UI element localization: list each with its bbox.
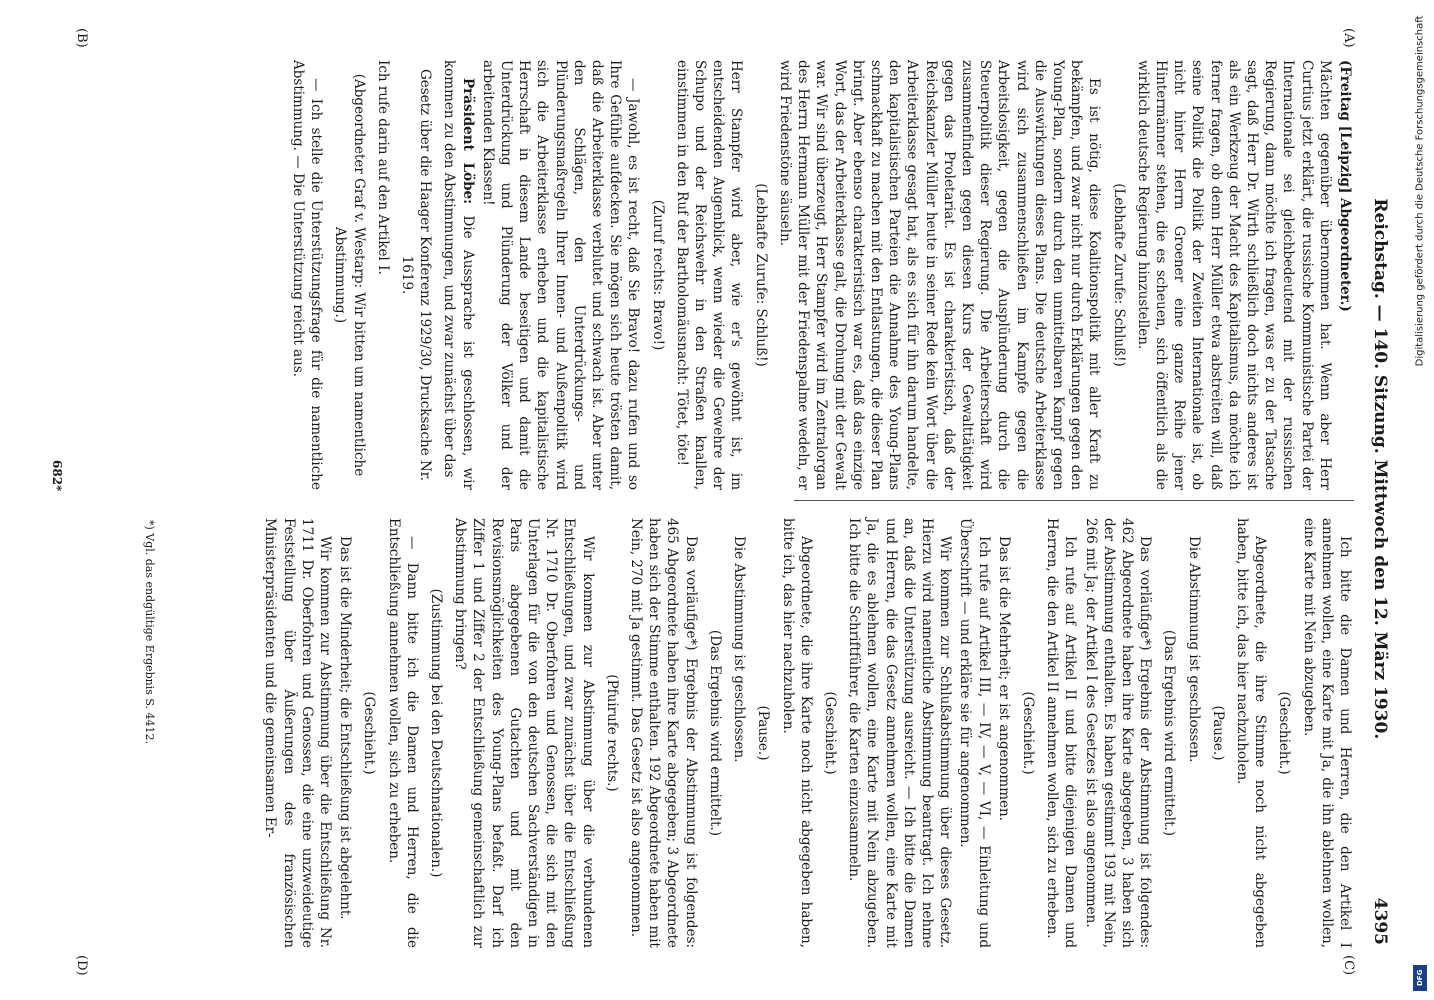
paragraph: Ich rufe auf Artikel III, — IV, — V, — VI, — Einleitung und Überschrift — und erkläre sie für angenommen.: [957, 518, 992, 948]
paragraph: (Freitag [Leipzig] Abgeordneter.): [1337, 60, 1353, 312]
paragraph: Die Abstimmung ist geschlossen.: [1185, 536, 1202, 763]
column-divider: [794, 500, 1354, 501]
paragraph: — Ich stelle die Unterstützungsfrage für die namentliche Abstimmung. — Die Unterstützung reicht aus.: [290, 60, 325, 490]
paragraph: (Geschieht.): [821, 691, 838, 775]
page-footer-number: 682*: [50, 460, 64, 492]
margin-letter-c: (C): [1341, 955, 1356, 976]
paragraph: Wir kommen zur Abstimmung über die Entschließung Nr. 1711 Dr. Oberfohren und Genossen, die eine unzweideutige Feststellung über Äußerungen des französischen Ministerpräsidenten und die gemeinsamen Er-: [262, 518, 334, 948]
paragraph: (Das Ergebnis wird ermittelt.): [1161, 629, 1178, 837]
paragraph: (Lebhafte Zurufe: Schluß!): [752, 183, 769, 367]
paragraph: Wir kommen zur Abstimmung über die verbundenen Entschließungen, und zwar zunächst über die Entschließung Nr. 1710 Dr. Oberfohren und Genossen, die sich mit den Unterlagen für die von den deutschen Sachverständigen in Paris abgegebenen Gutachten und mit den Revisionsmöglichkeiten des Young-Plans befaßt. Darf ich Ziffer 1 und Ziffer 2 der Entschließung gemeinschaftlich zur Abstimmung bringen?: [452, 518, 596, 948]
paragraph: Das ist die Minderheit; die Entschließung ist abgelehnt.: [337, 536, 354, 920]
paragraph: (Lebhafte Zurufe: Schluß!): [1110, 183, 1127, 367]
paragraph: (Geschieht.): [1019, 691, 1036, 775]
paragraph: (Pause.): [755, 705, 772, 761]
left-column: [287, 60, 1354, 490]
paragraph: (Das Ergebnis wird ermittelt.): [706, 629, 723, 837]
paragraph: Abgeordnete, die ihre Stimme noch nicht abgegeben haben, bitte ich, das hier nachzuholen.: [1233, 518, 1269, 948]
paragraph: Gesetz über die Haager Konferenz 1929/30, Drucksache Nr. 1619.: [399, 68, 434, 482]
paragraph: (Zustimmung bei den Deutschnationalen.): [428, 588, 445, 878]
header-title: Reichstag. — 140. Sitzung. Mittwoch den 12. März 1930.: [1370, 198, 1390, 740]
paragraph: Die Abstimmung ist geschlossen.: [731, 536, 748, 763]
paragraph: Ich rufe darin auf den Artikel I.: [374, 60, 391, 275]
scan-credit-text: Digitalisierung gefördert durch die Deutsche Forschungsgemeinschaft: [1414, 15, 1426, 367]
paragraph: Ich rufe auf Artikel II und bitte diejenigen Damen und Herren, die den Artikel II annehmen wollen, sich zu erheben.: [1044, 518, 1079, 948]
margin-letter-b: (B): [74, 28, 89, 48]
paragraph: Mächten gegenüber übernommen hat. Wenn aber Herr Curtius jetzt erklärt, die russische Kommunistische Partei der Internationale sei gleichbedeutend mit der russischen Regierung, dann möchte ich fragen, was er zu der Tatsache sagt, daß Herr Dr. Wirth schließlich doch nichts anderes ist als ein Werkzeug der Macht des Kapitalismus, da möchte ich ferner fragen, ob denn Herr Müller etwa abstreiten will, daß seine Politik die Politik der Zweiten Internationale ist, ob nicht hinter Herrn Groener eine ganze Reihe jener Hintermänner stehen, die es scheuen, sich öffentlich als die wirklich deutsche Regierung hinzustellen.: [1134, 60, 1333, 490]
paragraph: Es ist nötig, diese Koalitionspolitik mit aller Kraft zu bekämpfen, und zwar nicht nur durch Erklärungen gegen den Young-Plan, sondern durch den unmittelbaren Kampf gegen die Auswirkungen dieses Plans. Die deutsche Arbeiterklasse wird sich zusammenschließen im Kampfe gegen die Arbeitslosigkeit, gegen die Ausplünderung durch die Steuerpolitik dieser Regierung. Die Arbeiterschaft wird zusammenfinden gegen diesen Kurs der Gewalttätigkeit gegen das Proletariat. Es ist charakteristisch, daß der Reichskanzler Müller heute in seiner Rede kein Wort über die Arbeiterklasse gesagt hat, als es sich für ihn darum handelte, den kapitalistischen Parteien die Annahme des Young-Plans schmackhaft zu machen mit den Entlastungen, die dieser Plan bringt. Aber ebenso charakteristisch war es, daß das einzige Wort, das der Arbeiterklasse galt, die Drohung mit der Gewalt war. Wir sind überzeugt, Herr Stampfer wird im Zentralorgan des Herrn Hermann Müller mit der Friedenspalme wedeln, er wird Friedenstöne säuseln.: [776, 60, 1103, 490]
margin-letter-d: (D): [74, 955, 89, 976]
paragraph: (Pfuirufe rechts.): [603, 674, 620, 792]
paragraph: Abgeordnete, die ihre Karte noch nicht abgegeben haben, bitte ich, das hier nachzuholen.: [779, 518, 814, 948]
paragraph: Herr Stampfer wird aber, wie er's gewöhnt ist, im entscheidenden Augenblick, wenn wieder die Gewehre der Schupo und der Reichswehr in den Straßen knallen, einstimmen in den Ruf der Bartholomäusnacht: Tötet, töte!: [673, 60, 745, 490]
paragraph: (Geschieht.): [361, 691, 378, 775]
header-page-number: 4395: [1370, 897, 1390, 945]
paragraph: (Abgeordneter Graf v. Westarp: Wir bitten um namentliche Abstimmung.): [332, 73, 367, 477]
paragraph: — Dann bitte ich die Damen und Herren, die die Entschließung annehmen wollen, sich zu erheben.: [385, 518, 420, 948]
right-column: [259, 518, 1354, 948]
paragraph: Das vorläufige*) Ergebnis der Abstimmung ist folgendes: 465 Abgeordnete haben ihre Karte abgegeben; 3 Abgeordnete haben sich der Stimme enthalten. 192 Abgeordnete haben mit Nein, 270 mit Ja gestimmt. Das Gesetz ist also angenommen.: [628, 518, 699, 948]
dfg-logo: DFG: [1413, 965, 1427, 991]
footnote: *) Vgl. das endgültige Ergebnis S. 4412.: [143, 520, 156, 745]
paragraph: (Geschieht.): [1276, 691, 1293, 775]
page-header: [1366, 40, 1394, 945]
paragraph: Ich bitte die Damen und Herren, die den Artikel I annehmen wollen, eine Karte mit Ja, die ihn ablehnen wollen, eine Karte mit Nein abzugeben.: [1300, 518, 1353, 948]
margin-letter-a: (A): [1341, 28, 1356, 48]
paragraph: Präsident Löbe: Die Aussprache ist geschlossen, wir kommen zu den Abstimmungen, und zwar zunächst über das: [441, 60, 476, 490]
paragraph: (Pause.): [1209, 705, 1226, 761]
paragraph: Das vorläufige*) Ergebnis der Abstimmung ist folgendes: 462 Abgeordnete haben ihre Karte abgegeben, 3 haben sich der Abstimmung enthalten. Es haben gestimmt 193 mit Nein, 266 mit Ja; der Artikel I des Gesetzes ist also angenommen.: [1082, 518, 1154, 948]
scan-credit: [1410, 0, 1430, 1000]
paragraph: — Jawohl, es ist recht, daß Sie Bravo! dazu rufen und so Ihre Gefühle aufdecken. Sie mögen sich heute trösten damit, daß die Arbeiterklasse verblutet und schwach ist. Aber unter den Schlägen, den Unterdrückungs- und Plünderungsmaßregeln Ihrer Innen- und Außenpolitik wird sich die Arbeiterklasse erheben und die kapitalistische Herrschaft in diesem Lande beseitigen und damit die Unterdrückung und Plünderung der Völker und der arbeitenden Klassen!: [479, 60, 642, 490]
paragraph: Wir kommen zur Schlußabstimmung über dieses Gesetz. Hierzu wird namentliche Abstimmung beantragt. Ich nehme an, daß die Unterstützung ausreicht. — Ich bitte die Damen und Herren, die das Gesetz annehmen wollen, eine Karte mit Ja, die es ablehnen wollen, eine Karte mit Nein abzugeben. Ich bitte die Schriftführer, die Karten einzusammeln.: [846, 518, 954, 948]
paragraph: Das ist die Mehrheit; er ist angenommen.: [995, 536, 1012, 821]
paragraph: (Zuruf rechts: Bravo!): [649, 199, 666, 351]
